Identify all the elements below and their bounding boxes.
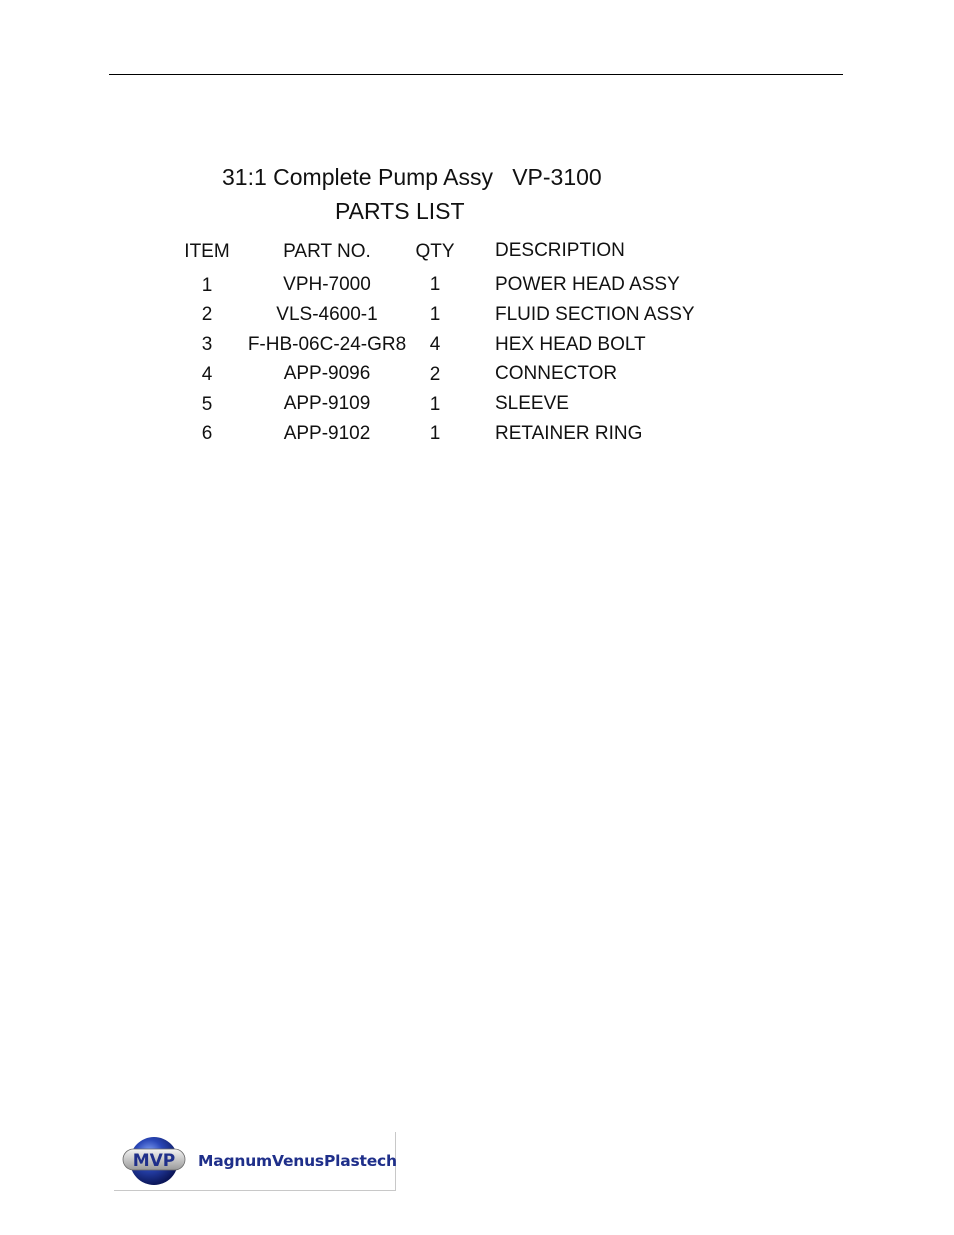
table-row-description: RETAINER RING bbox=[495, 423, 643, 444]
logo-mark-text: MVP bbox=[132, 1150, 176, 1171]
table-row-description: HEX HEAD BOLT bbox=[495, 334, 646, 355]
table-row-item: 3 bbox=[201, 334, 213, 355]
table-row-item: 2 bbox=[201, 304, 213, 325]
table-row-part-no: APP-9102 bbox=[283, 423, 371, 444]
table-row-qty: 1 bbox=[429, 394, 441, 415]
logo-wordmark: MagnumVenusPlastech bbox=[198, 1152, 397, 1170]
table-row-qty: 1 bbox=[429, 423, 441, 444]
table-row-item: 4 bbox=[201, 364, 213, 385]
table-row-part-no: APP-9109 bbox=[283, 393, 371, 414]
table-row-part-no: VPH-7000 bbox=[283, 274, 371, 295]
table-row-part-no: VLS-4600-1 bbox=[276, 304, 378, 325]
column-header-item: ITEM bbox=[184, 241, 230, 262]
table-row-item: 1 bbox=[201, 275, 213, 296]
mvp-logo-icon bbox=[114, 1132, 194, 1191]
table-row-item: 5 bbox=[201, 394, 213, 415]
table-row-qty: 4 bbox=[429, 334, 441, 355]
table-row-qty: 1 bbox=[429, 304, 441, 325]
table-row-item: 6 bbox=[201, 423, 213, 444]
table-row-qty: 2 bbox=[429, 364, 441, 385]
column-header-qty: QTY bbox=[415, 241, 455, 262]
table-row-part-no: F-HB-06C-24-GR8 bbox=[247, 334, 407, 355]
table-row-description: POWER HEAD ASSY bbox=[495, 274, 680, 295]
table-row-description: SLEEVE bbox=[495, 393, 569, 414]
table-row-description: FLUID SECTION ASSY bbox=[495, 304, 695, 325]
table-row-qty: 1 bbox=[429, 274, 441, 295]
parts-list-heading: PARTS LIST bbox=[335, 198, 465, 224]
table-row-part-no: APP-9096 bbox=[283, 363, 371, 384]
company-logo bbox=[114, 1132, 396, 1191]
table-row-description: CONNECTOR bbox=[495, 363, 618, 384]
document-title: 31:1 Complete Pump Assy VP-3100 bbox=[222, 164, 602, 190]
column-header-part-no: PART NO. bbox=[283, 241, 371, 262]
header-rule bbox=[109, 74, 843, 75]
column-header-description: DESCRIPTION bbox=[495, 240, 625, 261]
